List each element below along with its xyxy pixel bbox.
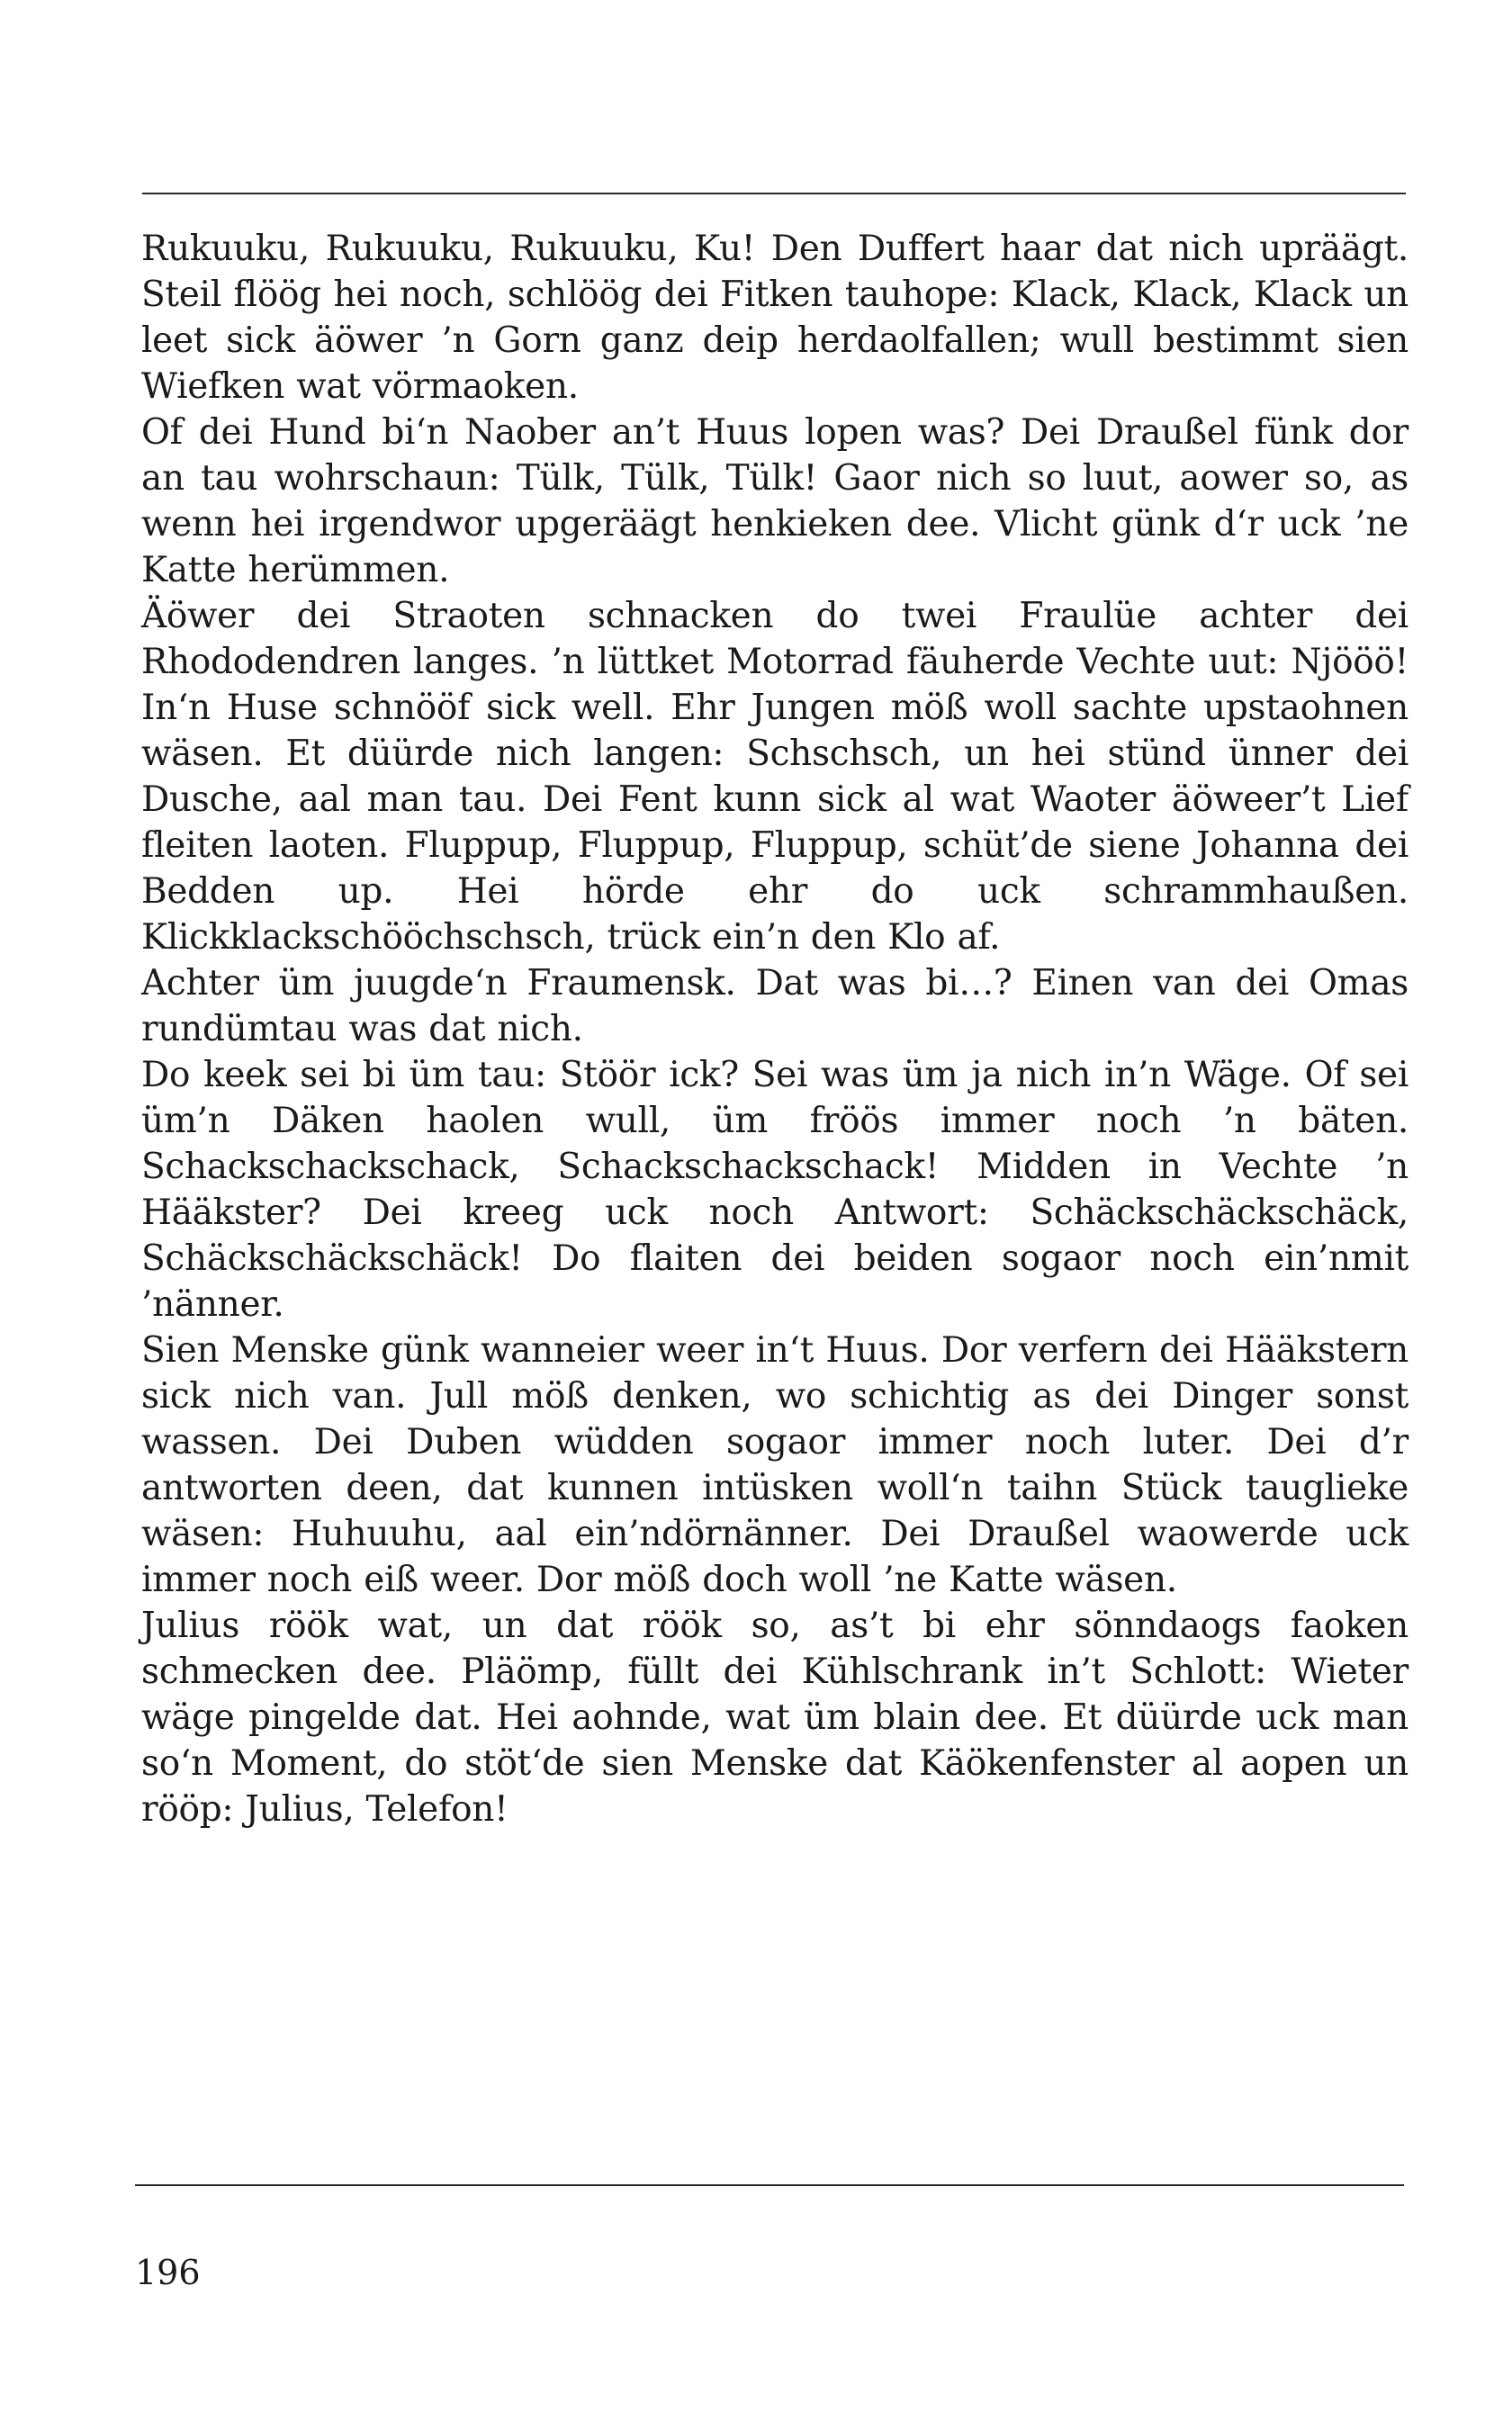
paragraph: Rukuuku, Rukuuku, Rukuuku, Ku! Den Duffert haar dat nich upräägt. Steil flöög hei noch, schlöög dei Fitken tauhope: Klack, Klack, Klack un leet sick äöwer ’n Gorn ganz deip herdaolfallen; wull bestimmt sien Wiefken wat vörmaoken. — [141, 229, 1408, 407]
paragraph: Sien Menske günk wanneier weer in‘t Huus. Dor verfern dei Hääkstern sick nich van. Jull möß denken, wo schichtig as dei Dinger sonst wassen. Dei Duben wüdden sogaor immer noch luter. Dei d’r antworten deen, dat kunnen intüsken woll‘n taihn Stück tauglieke wäsen: Huhuuhu, aal ein’ndörnänner. Dei Draußel waowerde uck immer noch eiß weer. Dor möß doch woll ’ne Katte wäsen. — [141, 1330, 1408, 1600]
page-number: 196 — [135, 2253, 201, 2292]
header-rule — [142, 193, 1406, 194]
body-text — [141, 226, 1408, 1832]
paragraph: Achter üm juugde‘n Fraumensk. Dat was bi…? Einen van dei Omas rundümtau was dat nich. — [141, 963, 1408, 1049]
paragraph: Julius röök wat, un dat röök so, as’t bi ehr sönndaogs faoken schmecken dee. Pläömp, füllt dei Kühlschrank in’t Schlott: Wieter wäge pingelde dat. Hei aohnde, wat üm blain dee. Et düürde uck man so‘n Moment, do stöt‘de sien Menske dat Käökenfenster al aopen un rööp: Julius, Telefon! — [141, 1606, 1408, 1830]
paragraph: Of dei Hund bi‘n Naober an’t Huus lopen was? Dei Draußel fünk dor an tau wohrschaun: Tülk, Tülk, Tülk! Gaor nich so luut, aower so, as wenn hei irgendwor upgeräägt henkieken dee. Vlicht günk d‘r uck ’ne Katte herümmen. — [141, 412, 1408, 590]
paragraph: Äöwer dei Straoten schnacken do twei Fraulüe achter dei Rhododendren langes. ’n lüttket Motorrad fäuherde Vechte uut: Njööö! In‘n Huse schnööf sick well. Ehr Jungen möß woll sachte upstaohnen wäsen. Et düürde nich langen: Schschsch, un hei stünd ünner dei Dusche, aal man tau. Dei Fent kunn sick al wat Waoter äöweer’t Lief fleiten laoten. Fluppup, Fluppup, Fluppup, schüt’de siene Johanna dei Bedden up. Hei hörde ehr do uck schrammhaußen. Klickklackschööchschsch, trück ein’n den Klo af. — [141, 596, 1408, 958]
paragraph: Do keek sei bi üm tau: Stöör ick? Sei was üm ja nich in’n Wäge. Of sei üm’n Däken haolen wull, üm fröös immer noch ’n bäten. Schackschackschack, Schackschackschack! Midden in Vechte ’n Hääkster? Dei kreeg uck noch Antwort: Schäckschäckschäck, Schäckschäckschäck! Do flaiten dei beiden sogaor noch ein’nmit ’nänner. — [141, 1055, 1408, 1325]
footer-rule — [135, 2184, 1404, 2186]
